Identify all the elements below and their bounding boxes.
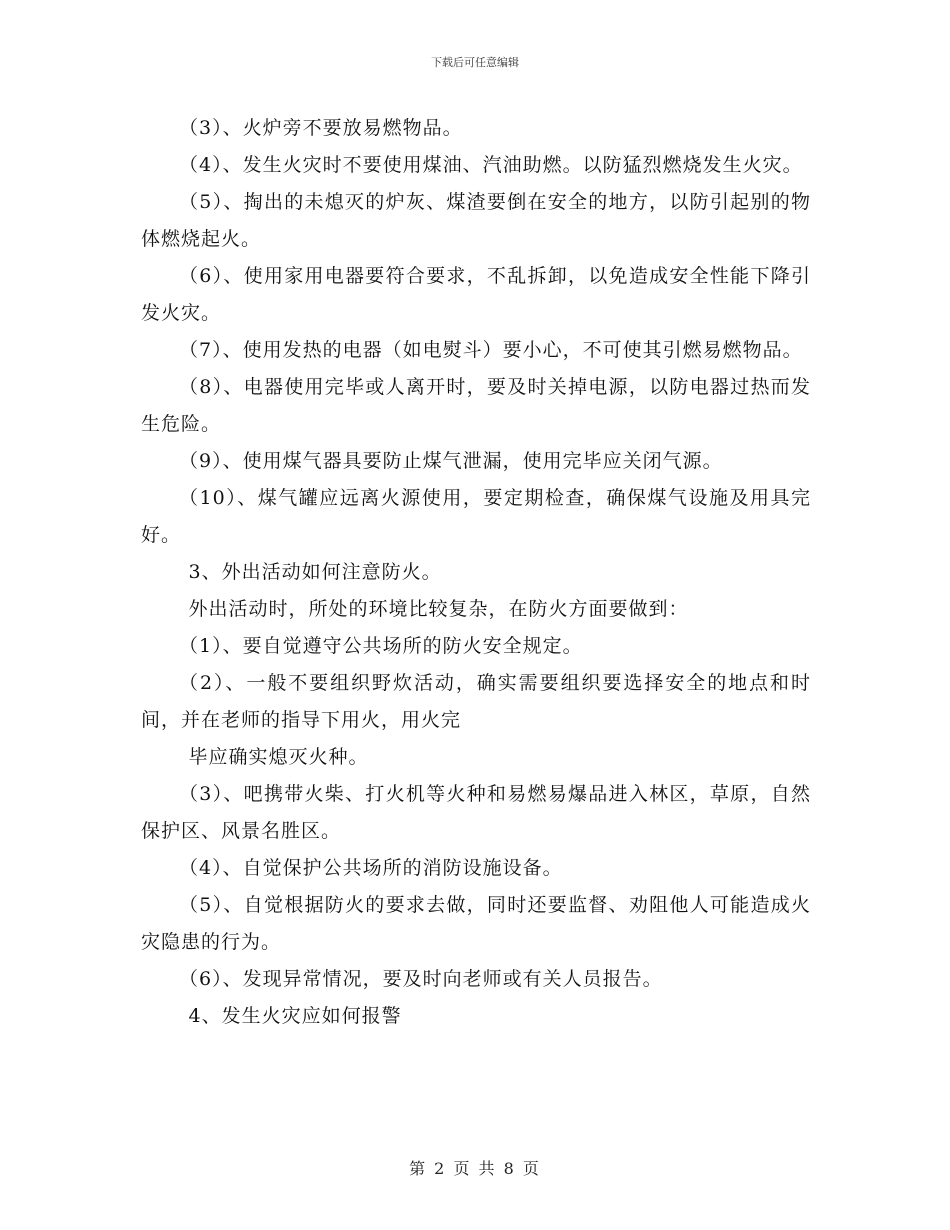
page-footer: 第 2 页 共 8 页 — [409, 1159, 541, 1178]
paragraph: （9）、使用煤气器具要防止煤气泄漏，使用完毕应关闭气源。 — [179, 450, 723, 472]
paragraph: （6）、发现异常情况，要及时向老师或有关人员报告。 — [179, 968, 663, 990]
body-text — [141, 110, 811, 1035]
section-heading: 4、发生火灾应如何报警 — [188, 1005, 402, 1027]
paragraph: （8）、电器使用完毕或人离开时，要及时关掉电源，以防电器过热而发生危险。 — [141, 376, 811, 435]
paragraph: （2）、一般不要组织野炊活动，确实需要组织要选择安全的地点和时间，并在老师的指导下用火，用火完 — [141, 672, 811, 731]
paragraph: 外出活动时，所处的环境比较复杂，在防火方面要做到： — [188, 598, 689, 620]
paragraph: （5）、自觉根据防火的要求去做，同时还要监督、劝阻他人可能造成火灾隐患的行为。 — [141, 894, 811, 953]
page-header: 下载后可任意编辑 — [431, 56, 519, 69]
paragraph: （4）、自觉保护公共场所的消防设施设备。 — [179, 857, 563, 879]
paragraph: （3）、火炉旁不要放易燃物品。 — [179, 117, 463, 139]
section-heading: 3、外出活动如何注意防火。 — [188, 561, 442, 583]
paragraph: （4）、发生火灾时不要使用煤油、汽油助燃。以防猛烈燃烧发生火灾。 — [179, 154, 803, 176]
paragraph: （6）、使用家用电器要符合要求，不乱拆卸，以免造成安全性能下降引发火灾。 — [141, 265, 811, 324]
paragraph: 毕应确实熄灭火种。 — [188, 746, 369, 768]
paragraph: （3）、吧携带火柴、打火机等火种和易燃易爆品进入林区，草原，自然保护区、风景名胜区。 — [141, 783, 811, 842]
paragraph: （7）、使用发热的电器（如电熨斗）要小心，不可使其引燃易燃物品。 — [179, 339, 803, 361]
paragraph: （5）、掏出的未熄灭的炉灰、煤渣要倒在安全的地方，以防引起别的物体燃烧起火。 — [141, 191, 811, 250]
paragraph: （10）、煤气罐应远离火源使用，要定期检查，确保煤气设施及用具完好。 — [141, 487, 811, 546]
paragraph: （1）、要自觉遵守公共场所的防火安全规定。 — [179, 635, 583, 657]
